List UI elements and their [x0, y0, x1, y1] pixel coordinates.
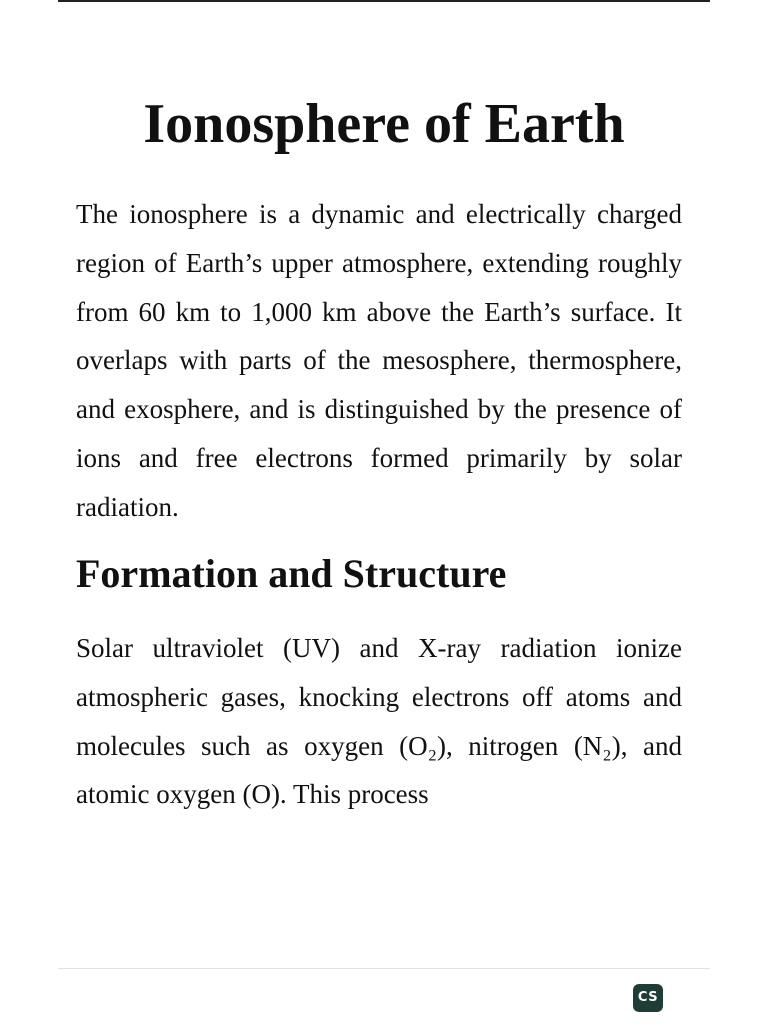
section-heading: Formation and Structure: [76, 551, 507, 596]
camscanner-logo-icon: CS: [633, 984, 663, 1012]
bottom-divider: [58, 968, 710, 969]
section-paragraph: Solar ultraviolet (UV) and X-ray radiation ionize atmospheric gases, knocking electrons off atoms and molecules such as oxygen (O₂), nitrogen (N₂), and atomic oxygen (O). This process: [76, 633, 682, 810]
page-title: Ionosphere of Earth: [143, 93, 625, 155]
top-divider: [58, 0, 710, 2]
intro-paragraph: The ionosphere is a dynamic and electrically charged region of Earth’s upper atmosphere, extending roughly from 60 km to 1,000 km above the Earth’s surface. It overlaps with parts of the mesosphere, thermosphere, and exosphere, and is distinguished by the presence of ions and free electrons formed primarily by solar radiation.: [76, 199, 682, 522]
